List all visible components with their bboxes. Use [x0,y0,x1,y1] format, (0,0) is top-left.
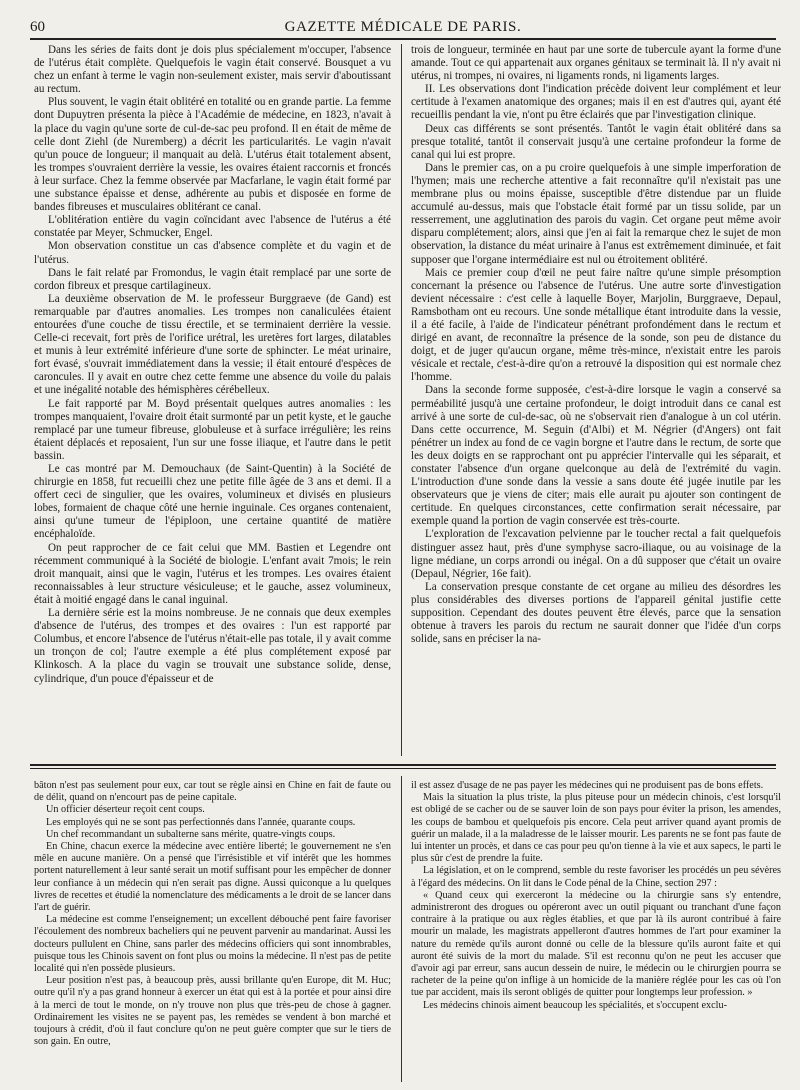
paragraph: Dans les séries de faits dont je dois plus spécialement m'occuper, l'absence de l'utérus était complète. Quelquefois le vagin était conservé. Bousquet a vu chez un enfant à terme le vagin non-seulement exister, mais servir d'aboutissant au rectum. [34,44,391,96]
paragraph: La médecine est comme l'enseignement; un excellent débouché pent faire favoriser l'écoulement des nombreux bacheliers qui ne peuvent parvenir au mandarinat. Aussi les docteurs pullulent en Chine, sans parler des médecins officiers qui sont innombrables, puisque tous les Chinois savent on font plus ou moins la médecine. Il n'est pas de petite localité qui n'en possède plusieurs. [34,914,391,975]
paragraph: Les employés qui ne se sont pas perfectionnés dans l'année, quarante coups. [46,816,356,828]
paragraph: Plus souvent, le vagin était oblitéré en totalité ou en grande partie. La femme dont Dupuytren présenta la pièce à l'Académie de médecine, en 1823, n'avait à la place du vagin qu'une sorte de cul-de-sac peu profond. Il en était de même de celle dont Ziehl (de Nuremberg) a décrit les particularités. Le vagin n'avait qu'un pouce de longueur; il manquait au delà. L'utérus était totalement absent, les trompes s'ouvraient derrière la vessie, les ovaires étaient raccornis et froncés à leur surface. Chez la femme observée par Macfarlane, le vagin était formé par une substance épaisse et dense, adhérente au pubis et disposée en forme de bandes fibreuses et musculaires oblitérant ce canal. [34,96,391,214]
paragraph: Deux cas différents se sont présentés. Tantôt le vagin était oblitéré dans sa presque totalité, tantôt il conservait jusqu'à une certaine profondeur la forme de canal qui lui est propre. [411,122,781,161]
paragraph: Le fait rapporté par M. Boyd présentait quelques autres anomalies : les trompes manquaient, l'ovaire droit était surmonté par un petit kyste, et le gauche remplacé par une tumeur fibreuse, globuleuse et à surface irrégulière; les reins étaient déplacés et reposaient, l'un sur une fosse iliaque, et l'autre dans le petit bassin. [34,397,391,462]
paragraph: Dans le premier cas, on a pu croire quelquefois à une simple imperforation de l'hymen; mais une recherche attentive a fait reconnaître qu'il n'existait pas une membrane plus ou moins épaisse, susceptible d'être distendue par un fluide accumulé au-dessus, mais que l'obstacle était formé par un tissu solide, par un resserrement, une agglutination des parois du vagin. Cet organe peut même avoir disparu complétement; alors, ainsi que j'en ai fait la remarque chez le sujet de mon observation, la distance du méat urinaire à l'anus est extrêmement diminuée, et fait supposer que l'organe intermédiaire est nul ou étroitement oblitéré. [411,161,781,266]
feuilleton-rule [30,764,776,766]
paragraph: Un chef recommandant un subalterne sans mérite, quatre-vingts coups. [46,828,336,840]
article-right-column [411,44,781,756]
page-header [30,14,776,40]
paragraph: On peut rapprocher de ce fait celui que MM. Bastien et Legendre ont récemment communiqué à la Société de biologie. L'enfant avait 7mois; le rein droit manquait, ainsi que le vagin, l'utérus et les trompes. Les ovaires étaient reconnaissables à leur structure vésiculeuse; et le gauche, assez volumineux, était à moitié engagé dans le canal inguinal. [34,541,391,606]
feuilleton-divider [401,776,402,1082]
journal-title: GAZETTE MÉDICALE DE PARIS. [284,19,522,35]
paragraph: La conservation presque constante de cet organe au milieu des désordres les plus considérables des diverses portions de l'appareil génital justifie cette supposition. Cependant des doutes peuvent être élevés, parce que la sensation obtenue à travers les parois du rectum ne saurait donner que l'idée d'un corps solide, sans en préciser la na- [411,580,781,646]
paragraph: il est assez d'usage de ne pas payer les médecines qui ne produisent pas de bons effets. [411,780,764,791]
paragraph: Un officier déserteur reçoit cent coups. [46,804,205,816]
paragraph: L'oblitération entière du vagin coïncidant avec l'absence de l'utérus a été constatée par Meyer, Schmucker, Engel. [34,214,391,240]
paragraph: « Quand ceux qui exerceront la médecine ou la chirurgie sans s'y entendre, administreront des drogues ou opéreront avec un outil piquant ou tranchant d'une façon contraire à la pratique ou aux règles établies, et que par là ils auront contribué à faire mourir un malade, les magistrats appelleront d'autres hommes de l'art pour examiner la nature du remède qu'ils auront donné ou celle de la blessure qu'ils auront faite et qui auront été suivis de la mort du malade. S'il est reconnu qu'on ne peut les accuser que d'avoir agi par erreur, sans aucun dessein de nuire, le médecin ou le chirurgien pourra se racheter de la peine qu'on inflige à un homicide de la manière réglée pour les cas où l'on tue par accident, mais ils seront obligés de quitter pour longtemps leur profession. » [411,889,781,999]
paragraph: Mais la situation la plus triste, la plus piteuse pour un médecin chinois, c'est lorsqu'il est obligé de se cacher ou de se sauver loin de son pays pour éviter la prison, les amendes, les coups de bambou et quelquefois pis encore. Cela peut arriver quand ayant promis de guérir un malade, il a la maladresse de le laisser mourir. Les parents ne se font pas faute de lui intenter un procès, et dans ce cas pour peu qu'on tienne à la vie et aux sapecs, le parti le plus sûr c'est de prendre la fuite. [411,792,781,865]
paragraph: La dernière série est la moins nombreuse. Je ne connais que deux exemples d'absence de l'utérus, des trompes et des ovaires : l'un est rapporté par Columbus, et encore l'absence de l'utérus n'était-elle pas totale, il y avait comme un tronçon de col; l'autre exemple a été plus complétement exposé par Klinkosch. A la place du vagin se trouvait une substance solide, dense, cylindrique, d'un pouce d'épaisseur et de [34,607,391,685]
feuilleton-left-column [34,780,391,1082]
paragraph: L'exploration de l'excavation pelvienne par le toucher rectal a fait quelquefois distinguer assez haut, près d'une symphyse sacro-iliaque, ou au voisinage de la ligne médiane, un corps arrondi ou inégal. On a dû supposer que c'était un ovaire (Depaul, Négrier, 16e fait). [411,528,781,580]
feuilleton-right-column [411,780,781,1082]
paragraph: La deuxième observation de M. le professeur Burggraeve (de Gand) est remarquable par d'autres anomalies. Les trompes non canaliculées étaient entourées d'une couche de tissu érectile, et se terminaient derrière la vessie. Celle-ci recevait, fort près de l'orifice urétral, les uretères fort larges, dilatables et munis à leur extrémité inférieure d'une sorte de sphincter. Le méat urinaire, fort évasé, s'ouvrait immédiatement dans la vessie; il était entouré d'espèces de caroncules. Il y avait en outre chez cette femme une absence du voile du palais et une inégalité notable des hémisphères cérébelleux. [34,292,391,397]
paragraph: Le cas montré par M. Demouchaux (de Saint-Quentin) à la Société de chirurgie en 1858, fut recueilli chez une petite fille âgée de 3 ans et demi. Il a offert ceci de singulier, que les ovaires, volumineux et divisés en plusieurs lobes, formaient de chaque côté une hernie inguinale. Ces organes contenaient, ainsi qu'une tumeur de l'épiploon, une certaine quantité de matière encéphaloïde. [34,463,391,541]
paragraph: bâton n'est pas seulement pour eux, car tout se règle ainsi en Chine en fait de faute ou de délit, quand on n'encourt pas de peine capitale. [34,780,391,804]
page-number: 60 [30,19,45,35]
article-left-column [34,44,391,756]
paragraph: Mon observation constitue un cas d'absence complète et du vagin et de l'utérus. [34,240,391,266]
paragraph: La législation, et on le comprend, semble du reste favoriser les procédés un peu sévères à l'égard des médecins. On lit dans le Code pénal de la Chine, section 297 : [411,865,781,889]
paragraph: En Chine, chacun exerce la médecine avec entière liberté; le gouvernement ne s'en mêle en aucune manière. On a pensé que l'irrésistible et vif intérêt que les hommes portent naturellement à leur santé serait un motif suffisant pour les empêcher de donner leur confiance à un médecin qui n'en serait pas digne. Aussi quiconque a lu quelques livres de recettes et étudié la nomenclature des médicaments a le droit de se lancer dans l'art de guérir. [34,841,391,914]
paragraph: Dans la seconde forme supposée, c'est-à-dire lorsque le vagin a conservé sa perméabilité jusqu'à une certaine profondeur, le doigt introduit dans ce canal est arrivé à une sorte de cul-de-sac, où ne s'observait rien d'analogue à un col utérin. Dans cette occurrence, M. Seguin (d'Albi) et M. Négrier (d'Angers) ont fait pénétrer un index au fond de ce vagin borgne et l'autre dans le rectum, de sorte que les deux doigts en se rapprochant ont pu apprécier l'intervalle qui les séparait, et constater l'absence d'un organe quelconque au delà de l'extrémité du vagin. L'introduction d'une sonde dans la vessie a sans doute été jugée inutile par les observateurs que je viens de citer; mais elle aurait pu ajouter son contingent de certitude. En quelques circonstances, cette confirmation serait nécessaire, par exemple quand la portion de vagin conservée est très-courte. [411,384,781,528]
column-divider [401,44,402,756]
paragraph: Dans le fait relaté par Fromondus, le vagin était remplacé par une sorte de cordon fibreux et presque cartilagineux. [34,266,391,292]
feuilleton-rule-thin [30,768,776,769]
paragraph: II. Les observations dont l'indication précède doivent leur complément et leur certitude à l'examen anatomique des organes; mais il en est d'autres qui, ayant été recueillis pendant la vie, n'ont pu être éclairés que par l'investigation clinique. [411,83,781,122]
paragraph: Leur position n'est pas, à beaucoup près, aussi brillante qu'en Europe, dit M. Huc; outre qu'il n'y a pas grand honneur à exercer un état qui est à la portée et pour ainsi dire à la merci de tout le monde, on n'y trouve non plus que très-peu de chose à gagner. Ordinairement les visites ne se payent pas, les remèdes se vendent à bon marché et toujours à crédit, d'où il faut conclure qu'on ne peut guère compter que sur le tiers de son gain. En outre, [34,975,391,1048]
paragraph: Les médecins chinois aiment beaucoup les spécialités, et s'occupent exclu- [423,999,727,1011]
paragraph: Mais ce premier coup d'œil ne peut faire naître qu'une simple présomption concernant la présence ou l'absence de l'utérus. Une autre sorte d'investigation devient nécessaire : c'est celle à laquelle Boyer, Marjolin, Burggraeve, Depaul, Ramsbotham ont eu recours. Une sonde métallique étant introduite dans la vessie, il a été facile, à l'aide de l'indicateur pénétrant profondément dans le rectum et dirigé en avant, de reconnaître la présence de la sonde, son peu de distance du doigt, et de juger qu'aucun organe, même très-mince, n'existait entre les parois vésicale et rectale, c'est-à-dire qu'on a retrouvé la disposition qui est normale chez l'homme. [411,266,781,384]
paragraph: trois de longueur, terminée en haut par une sorte de tubercule ayant la forme d'une amande. Tout ce qui appartenait aux organes génitaux se terminait là. Il n'y avait ni utérus, ni trompes, ni ovaires, ni ligaments ronds, ni ligaments larges. [411,44,781,83]
